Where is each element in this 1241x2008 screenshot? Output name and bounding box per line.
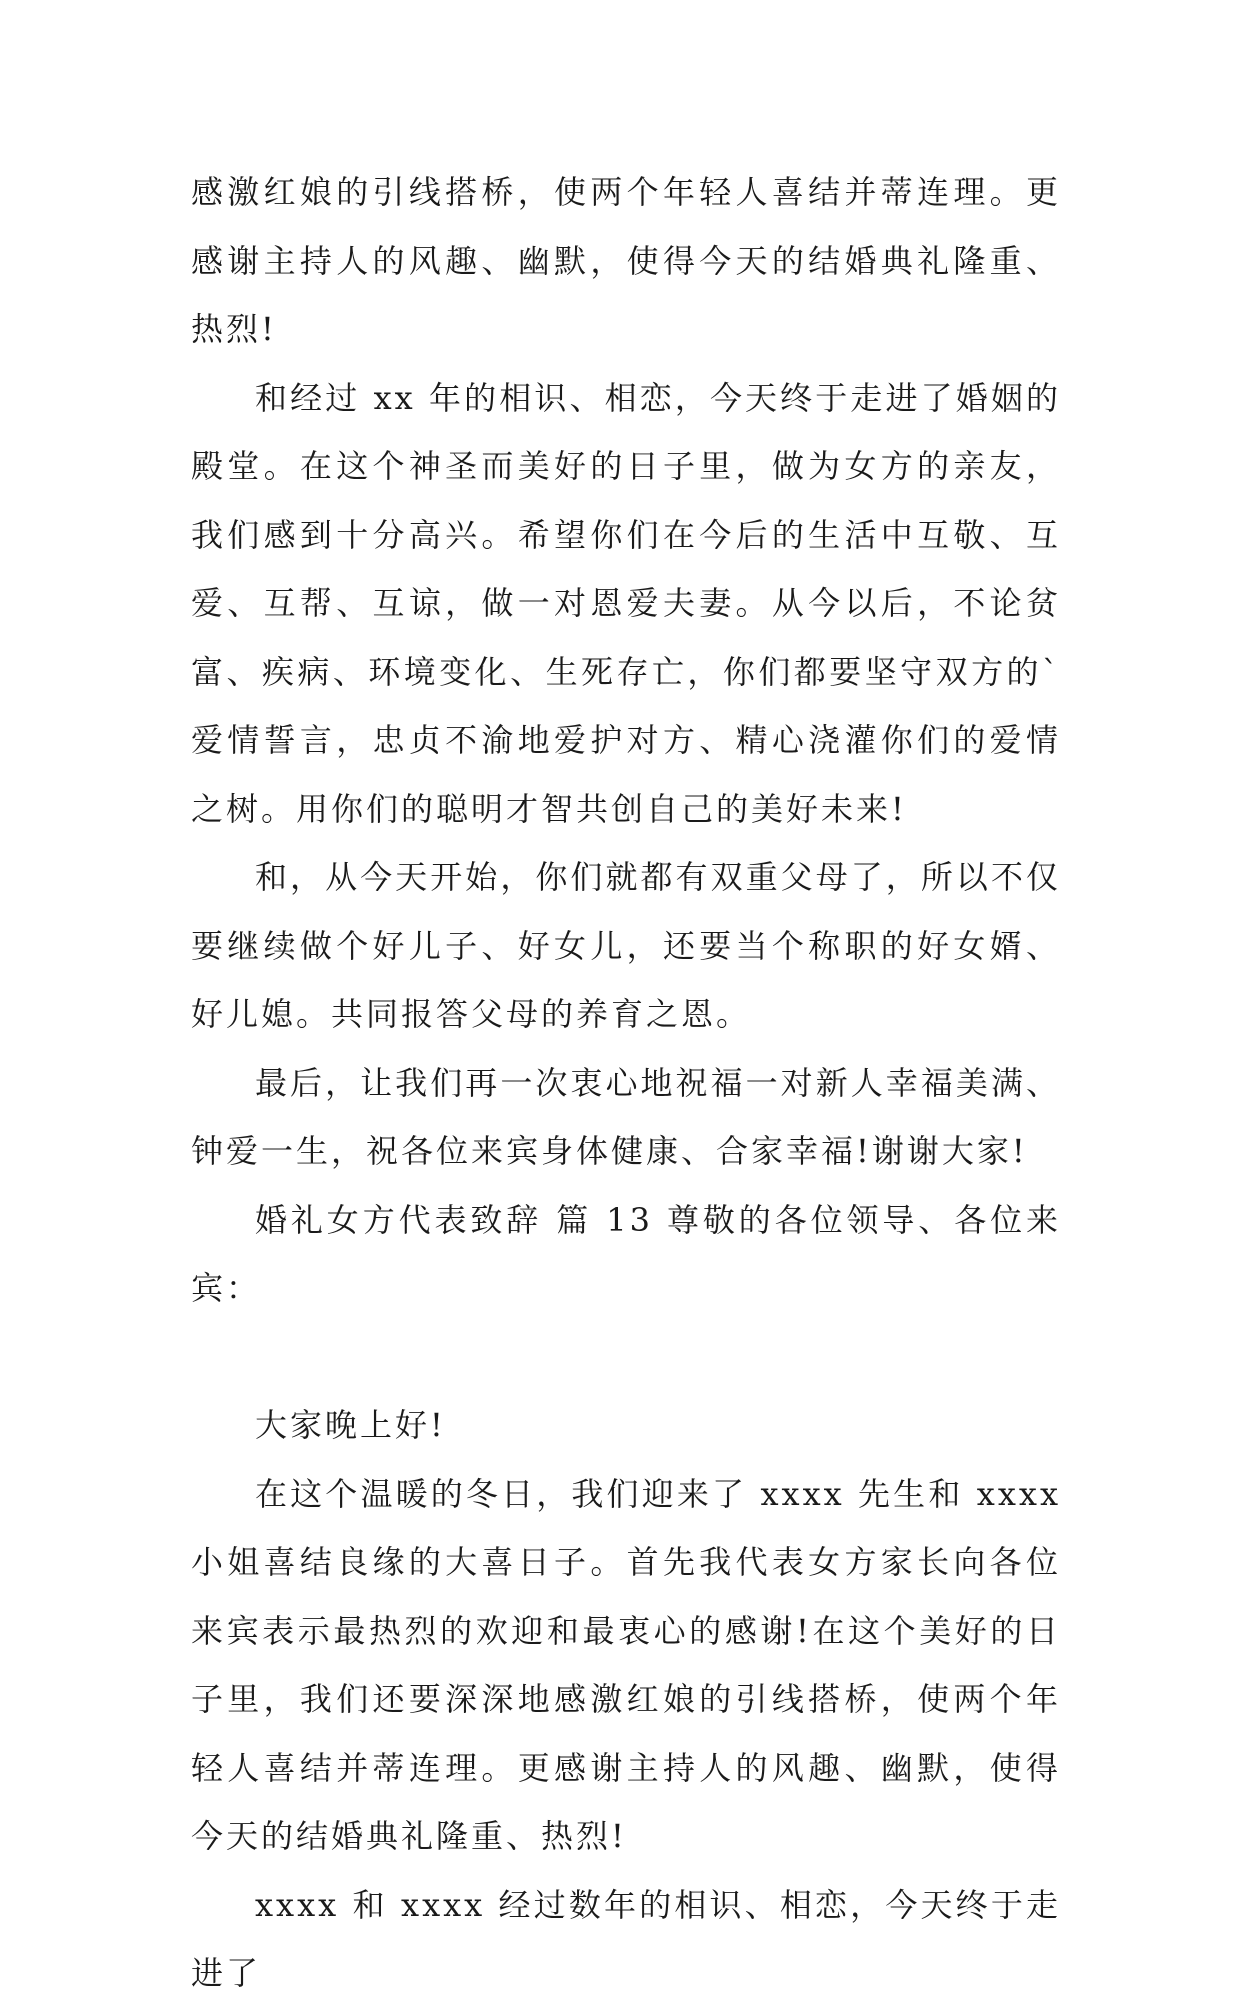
section-heading: 婚礼女方代表致辞 篇 13 尊敬的各位领导、各位来宾： — [191, 1200, 1061, 1307]
paragraph: 在这个温暖的冬日，我们迎来了 xxxx 先生和 xxxx 小姐喜结良缘的大喜日子。首先我代表女方家长向各位来宾表示最热烈的欢迎和最衷心的感谢!在这个美好的日子里，我们还要深深地感激红娘的引线搭桥，使两个年轻人喜结并蒂连理。更感谢主持人的风趣、幽默，使得今天的结婚典礼隆重、热烈! — [191, 1474, 1061, 1855]
paragraph: 最后，让我们再一次衷心地祝福一对新人幸福美满、钟爱一生，祝各位来宾身体健康、合家幸福!谢谢大家! — [191, 1063, 1061, 1170]
document-body — [191, 158, 1061, 2008]
blank-line — [191, 1323, 1061, 1392]
paragraph: 和经过 xx 年的相识、相恋，今天终于走进了婚姻的殿堂。在这个神圣而美好的日子里，做为女方的亲友，我们感到十分高兴。希望你们在今后的生活中互敬、互爱、互帮、互谅，做一对恩爱夫妻。从今以后，不论贫富、疾病、环境变化、生死存亡，你们都要坚守双方的`爱情誓言，忠贞不渝地爱护对方、精心浇灌你们的爱情之树。用你们的聪明才智共创自己的美好未来! — [191, 378, 1061, 828]
paragraph: xxxx 和 xxxx 经过数年的相识、相恋，今天终于走进了 — [191, 1885, 1061, 1992]
paragraph: 和，从今天开始，你们就都有双重父母了，所以不仅要继续做个好儿子、好女儿，还要当个称职的好女婿、好儿媳。共同报答父母的养育之恩。 — [191, 858, 1061, 1033]
greeting: 大家晚上好! — [255, 1406, 446, 1444]
paragraph-continuation: 感激红娘的引线搭桥，使两个年轻人喜结并蒂连理。更感谢主持人的风趣、幽默，使得今天的结婚典礼隆重、热烈! — [191, 173, 1061, 348]
